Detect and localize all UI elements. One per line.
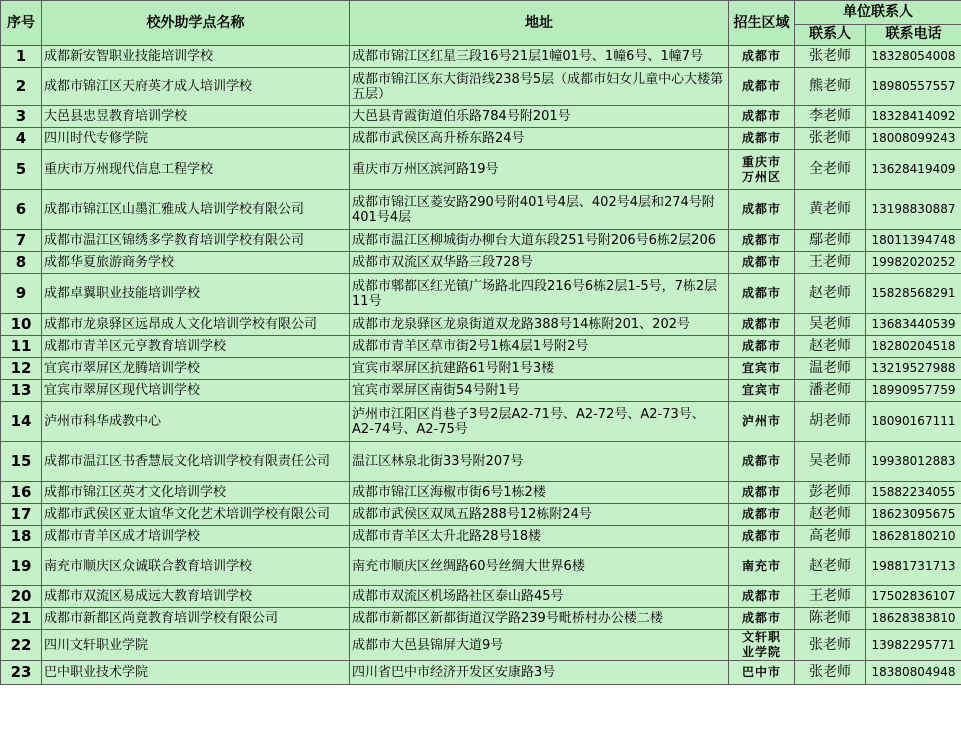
cell-phone[interactable]: 15882234055 — [866, 482, 961, 504]
table-row[interactable] — [1, 442, 961, 482]
cell-school-name[interactable]: 南充市顺庆区众诚联合教育培训学校 — [42, 548, 350, 586]
cell-phone[interactable]: 13982295771 — [866, 630, 961, 661]
table-row[interactable] — [1, 482, 961, 504]
cell-region[interactable]: 重庆市万州区 — [729, 150, 795, 190]
cell-contact[interactable]: 熊老师 — [795, 68, 866, 106]
cell-address[interactable] — [350, 336, 729, 358]
cell-address[interactable] — [350, 586, 729, 608]
address-text: 成都市锦江区东大街沿线238号5层（成都市妇女儿童中心大楼第五层） — [352, 71, 724, 102]
cell-school-name[interactable]: 成都卓翼职业技能培训学校 — [42, 274, 350, 314]
cell-school-name[interactable]: 成都市温江区锦绣多学教育培训学校有限公司 — [42, 230, 350, 252]
table-row[interactable] — [1, 230, 961, 252]
cell-address[interactable] — [350, 402, 729, 442]
cell-address[interactable] — [350, 150, 729, 190]
address-text: 成都市龙泉驿区龙泉街道双龙路388号14栋附201、202号 — [352, 317, 690, 332]
address-text: 成都市青羊区太升北路28号18楼 — [352, 529, 542, 544]
cell-school-name[interactable]: 成都市青羊区成才培训学校 — [42, 526, 350, 548]
cell-phone[interactable]: 18328414092 — [866, 106, 961, 128]
cell-address[interactable] — [350, 128, 729, 150]
address-text: 四川省巴中市经济开发区安康路3号 — [352, 665, 556, 680]
cell-seq[interactable]: 5 — [1, 150, 42, 190]
cell-contact[interactable]: 彭老师 — [795, 482, 866, 504]
cell-contact[interactable]: 潘老师 — [795, 380, 866, 402]
cell-school-name[interactable]: 大邑县忠昱教育培训学校 — [42, 106, 350, 128]
cell-region[interactable]: 南充市 — [729, 548, 795, 586]
address-text: 成都市锦江区红星三段16号21层1幢01号、1幢6号、1幢7号 — [352, 49, 703, 64]
table-row[interactable] — [1, 314, 961, 336]
cell-address[interactable] — [350, 548, 729, 586]
address-text: 泸州市江阳区肖巷子3号2层A2-71号、A2-72号、A2-73号、A2-74号、A2-75号 — [352, 406, 705, 437]
cell-school-name[interactable]: 宜宾市翠屏区龙腾培训学校 — [42, 358, 350, 380]
cell-school-name[interactable]: 成都市锦江区天府英才成人培训学校 — [42, 68, 350, 106]
cell-school-name[interactable]: 泸州市科华成教中心 — [42, 402, 350, 442]
cell-phone[interactable]: 13219527988 — [866, 358, 961, 380]
cell-phone[interactable]: 18280204518 — [866, 336, 961, 358]
table-row[interactable] — [1, 46, 961, 68]
cell-seq[interactable]: 10 — [1, 314, 42, 336]
cell-region[interactable]: 成都市 — [729, 274, 795, 314]
cell-contact[interactable]: 李老师 — [795, 106, 866, 128]
cell-contact[interactable]: 陈老师 — [795, 608, 866, 630]
cell-seq[interactable]: 6 — [1, 190, 42, 230]
cell-address[interactable] — [350, 314, 729, 336]
cell-contact[interactable]: 张老师 — [795, 630, 866, 661]
cell-seq[interactable]: 22 — [1, 630, 42, 661]
cell-phone[interactable]: 13683440539 — [866, 314, 961, 336]
cell-contact[interactable]: 黄老师 — [795, 190, 866, 230]
table-row[interactable] — [1, 586, 961, 608]
address-text: 成都市温江区柳城街办柳台大道东段251号附206号6栋2层206 — [352, 233, 716, 248]
cell-school-name[interactable]: 成都新安智职业技能培训学校 — [42, 46, 350, 68]
header-school-name[interactable]: 校外助学点名称 — [42, 1, 350, 46]
cell-seq[interactable]: 15 — [1, 442, 42, 482]
table-row[interactable] — [1, 128, 961, 150]
cell-address[interactable] — [350, 504, 729, 526]
cell-address[interactable] — [350, 630, 729, 661]
address-text: 成都市武侯区双凤五路288号12栋附24号 — [352, 507, 592, 522]
cell-phone[interactable]: 17502836107 — [866, 586, 961, 608]
cell-seq[interactable]: 16 — [1, 482, 42, 504]
cell-seq[interactable]: 19 — [1, 548, 42, 586]
cell-region[interactable]: 成都市 — [729, 608, 795, 630]
cell-seq[interactable]: 18 — [1, 526, 42, 548]
cell-school-name[interactable]: 成都市双流区易成远大教育培训学校 — [42, 586, 350, 608]
cell-seq[interactable]: 3 — [1, 106, 42, 128]
cell-address[interactable] — [350, 661, 729, 685]
cell-contact[interactable]: 赵老师 — [795, 504, 866, 526]
cell-phone[interactable]: 18628383810 — [866, 608, 961, 630]
cell-address[interactable] — [350, 380, 729, 402]
cell-region[interactable]: 成都市 — [729, 504, 795, 526]
cell-contact[interactable]: 胡老师 — [795, 402, 866, 442]
address-text: 宜宾市翠屏区南街54号附1号 — [352, 383, 520, 398]
cell-region[interactable]: 成都市 — [729, 314, 795, 336]
cell-region[interactable]: 成都市 — [729, 128, 795, 150]
cell-address[interactable] — [350, 442, 729, 482]
cell-phone[interactable]: 19938012883 — [866, 442, 961, 482]
cell-contact[interactable]: 王老师 — [795, 252, 866, 274]
table-body — [1, 46, 961, 685]
cell-phone[interactable]: 18008099243 — [866, 128, 961, 150]
cell-phone[interactable]: 18380804948 — [866, 661, 961, 685]
cell-phone[interactable]: 18980557557 — [866, 68, 961, 106]
cell-school-name[interactable]: 宜宾市翠屏区现代培训学校 — [42, 380, 350, 402]
cell-contact[interactable]: 高老师 — [795, 526, 866, 548]
table-row[interactable] — [1, 402, 961, 442]
cell-region[interactable]: 成都市 — [729, 190, 795, 230]
cell-region[interactable]: 宜宾市 — [729, 358, 795, 380]
cell-seq[interactable]: 13 — [1, 380, 42, 402]
address-text: 成都市双流区机场路社区泰山路45号 — [352, 589, 564, 604]
cell-region[interactable]: 成都市 — [729, 482, 795, 504]
table-row[interactable] — [1, 150, 961, 190]
cell-seq[interactable]: 4 — [1, 128, 42, 150]
cell-region[interactable]: 泸州市 — [729, 402, 795, 442]
cell-region[interactable]: 宜宾市 — [729, 380, 795, 402]
cell-school-name[interactable]: 成都市青羊区元亨教育培训学校 — [42, 336, 350, 358]
header-region[interactable]: 招生区域 — [729, 1, 795, 46]
table-row[interactable] — [1, 661, 961, 685]
cell-contact[interactable]: 赵老师 — [795, 336, 866, 358]
cell-school-name[interactable]: 成都华夏旅游商务学校 — [42, 252, 350, 274]
cell-region[interactable]: 成都市 — [729, 252, 795, 274]
address-text: 成都市锦江区海椒市街6号1栋2楼 — [352, 485, 546, 500]
cell-phone[interactable]: 15828568291 — [866, 274, 961, 314]
address-text: 宜宾市翠屏区抗建路61号附1号3楼 — [352, 361, 555, 376]
address-text: 温江区林泉北街33号附207号 — [352, 454, 524, 469]
cell-phone[interactable]: 18011394748 — [866, 230, 961, 252]
cell-contact[interactable]: 鄢老师 — [795, 230, 866, 252]
cell-phone[interactable]: 13198830887 — [866, 190, 961, 230]
cell-seq[interactable]: 9 — [1, 274, 42, 314]
cell-phone[interactable]: 18990957759 — [866, 380, 961, 402]
cell-region[interactable]: 文轩职业学院 — [729, 630, 795, 661]
cell-seq[interactable]: 11 — [1, 336, 42, 358]
cell-region[interactable]: 成都市 — [729, 586, 795, 608]
cell-seq[interactable]: 2 — [1, 68, 42, 106]
cell-school-name[interactable]: 成都市锦江区英才文化培训学校 — [42, 482, 350, 504]
table-row[interactable] — [1, 358, 961, 380]
cell-seq[interactable]: 21 — [1, 608, 42, 630]
cell-region[interactable]: 成都市 — [729, 106, 795, 128]
cell-phone[interactable]: 18623095675 — [866, 504, 961, 526]
cell-seq[interactable]: 23 — [1, 661, 42, 685]
table-row[interactable] — [1, 106, 961, 128]
table-row[interactable] — [1, 630, 961, 661]
cell-contact[interactable]: 王老师 — [795, 586, 866, 608]
cell-address[interactable] — [350, 358, 729, 380]
cell-seq[interactable]: 7 — [1, 230, 42, 252]
cell-school-name[interactable]: 成都市新都区尚竟教育培训学校有限公司 — [42, 608, 350, 630]
address-text: 成都市大邑县锦屏大道9号 — [352, 637, 504, 653]
cell-phone[interactable]: 19881731713 — [866, 548, 961, 586]
cell-school-name[interactable]: 成都市锦江区山墨汇雅成人培训学校有限公司 — [42, 190, 350, 230]
table-row[interactable] — [1, 526, 961, 548]
cell-region[interactable]: 成都市 — [729, 68, 795, 106]
cell-phone[interactable]: 19982020252 — [866, 252, 961, 274]
cell-seq[interactable]: 14 — [1, 402, 42, 442]
cell-region[interactable]: 成都市 — [729, 442, 795, 482]
address-text: 成都市武侯区高升桥东路24号 — [352, 131, 525, 146]
header-contact[interactable]: 联系人 — [795, 24, 866, 45]
table-row[interactable] — [1, 608, 961, 630]
cell-region[interactable]: 成都市 — [729, 336, 795, 358]
table-row[interactable] — [1, 190, 961, 230]
cell-region[interactable]: 成都市 — [729, 526, 795, 548]
cell-address[interactable] — [350, 68, 729, 106]
cell-address[interactable] — [350, 274, 729, 314]
cell-address[interactable] — [350, 230, 729, 252]
table-header — [1, 1, 961, 46]
cell-school-name[interactable]: 四川文轩职业学院 — [42, 630, 350, 661]
header-seq[interactable]: 序号 — [1, 1, 42, 46]
cell-contact[interactable]: 赵老师 — [795, 548, 866, 586]
address-text: 成都市锦江区菱安路290号附401号4层、402号4层和274号附401号4层 — [352, 194, 715, 225]
address-text: 成都市青羊区草市街2号1栋4层1号附2号 — [352, 339, 589, 354]
cell-contact[interactable]: 赵老师 — [795, 274, 866, 314]
header-address[interactable]: 地址 — [350, 1, 729, 46]
cell-phone[interactable]: 18090167111 — [866, 402, 961, 442]
table-row[interactable] — [1, 504, 961, 526]
cell-contact[interactable]: 全老师 — [795, 150, 866, 190]
cell-contact[interactable]: 温老师 — [795, 358, 866, 380]
cell-contact[interactable]: 吴老师 — [795, 314, 866, 336]
table-row[interactable] — [1, 274, 961, 314]
cell-school-name[interactable]: 成都市龙泉驿区远昂成人文化培训学校有限公司 — [42, 314, 350, 336]
cell-school-name[interactable]: 重庆市万州现代信息工程学校 — [42, 150, 350, 190]
cell-address[interactable] — [350, 608, 729, 630]
table-row[interactable] — [1, 548, 961, 586]
cell-seq[interactable]: 17 — [1, 504, 42, 526]
cell-contact[interactable]: 吴老师 — [795, 442, 866, 482]
address-text: 重庆市万州区滨河路19号 — [352, 162, 499, 177]
address-text: 成都市郫都区红光镇广场路北四段216号6栋2层1-5号，7栋2层11号 — [352, 278, 718, 309]
cell-contact[interactable]: 张老师 — [795, 46, 866, 68]
cell-phone[interactable]: 18328054008 — [866, 46, 961, 68]
cell-seq[interactable]: 20 — [1, 586, 42, 608]
cell-contact[interactable]: 张老师 — [795, 661, 866, 685]
cell-school-name[interactable]: 四川时代专修学院 — [42, 128, 350, 150]
cell-address[interactable] — [350, 526, 729, 548]
cell-address[interactable] — [350, 190, 729, 230]
cell-region[interactable]: 成都市 — [729, 46, 795, 68]
table-row[interactable] — [1, 336, 961, 358]
cell-school-name[interactable]: 成都市温江区书香慧辰文化培训学校有限责任公司 — [42, 442, 350, 482]
cell-seq[interactable]: 12 — [1, 358, 42, 380]
cell-phone[interactable]: 18628180210 — [866, 526, 961, 548]
address-text: 成都市双流区双华路三段728号 — [352, 255, 533, 270]
cell-school-name[interactable]: 巴中职业技术学院 — [42, 661, 350, 685]
cell-region[interactable]: 巴中市 — [729, 661, 795, 685]
cell-address[interactable] — [350, 106, 729, 128]
table-row[interactable] — [1, 68, 961, 106]
table-row[interactable] — [1, 380, 961, 402]
cell-address[interactable] — [350, 482, 729, 504]
cell-seq[interactable]: 8 — [1, 252, 42, 274]
address-text: 南充市顺庆区丝绸路60号丝绸大世界6楼 — [352, 559, 585, 574]
cell-school-name[interactable]: 成都市武侯区亚太谊华文化艺术培训学校有限公司 — [42, 504, 350, 526]
header-contact-group[interactable]: 单位联系人 — [795, 1, 961, 25]
table-row[interactable] — [1, 252, 961, 274]
cell-address[interactable] — [350, 46, 729, 68]
address-text: 成都市新都区新都街道汉学路239号毗桥村办公楼二楼 — [352, 611, 663, 626]
cell-address[interactable] — [350, 252, 729, 274]
address-text: 大邑县青霞街道伯乐路784号附201号 — [352, 109, 571, 124]
cell-region[interactable]: 成都市 — [729, 230, 795, 252]
header-phone[interactable]: 联系电话 — [866, 24, 961, 45]
cell-seq[interactable]: 1 — [1, 46, 42, 68]
cell-phone[interactable]: 13628419409 — [866, 150, 961, 190]
cell-contact[interactable]: 张老师 — [795, 128, 866, 150]
